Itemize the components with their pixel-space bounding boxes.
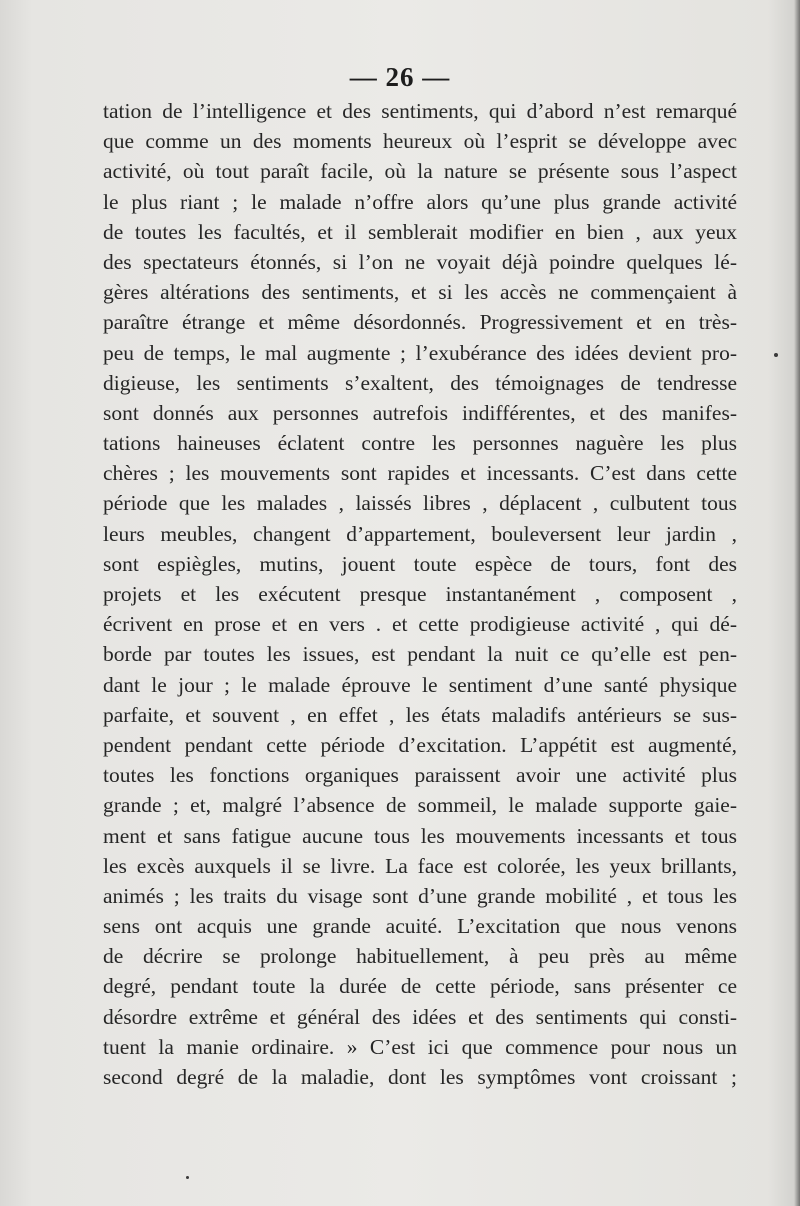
text-line: le plus riant ; le malade n’offre alors qu’une plus grande activité [103, 189, 737, 214]
text-line: animés ; les traits du visage sont d’une grande mobilité , et tous les [103, 883, 737, 908]
text-line: grande ; et, malgré l’absence de sommeil, le malade supporte gaie- [103, 793, 737, 818]
text-line: second degré de la maladie, dont les symptômes vont croissant ; [103, 1065, 737, 1089]
text-line: parfaite, et souvent , en effet , les états maladifs antérieurs se sus- [103, 702, 737, 727]
text-line: désordre extrême et général des idées et des sentiments qui consti- [103, 1004, 737, 1029]
text-line: toutes les fonctions organiques paraissent avoir une activité plus [103, 763, 737, 788]
text-line: digieuse, les sentiments s’exaltent, des témoignages de tendresse [103, 370, 737, 395]
text-line: période que les malades , laissés libres , déplacent , culbutent tous [103, 491, 737, 516]
text-line: de décrire se prolonge habituellement, à peu près au même [103, 944, 737, 969]
text-line: activité, où tout paraît facile, où la nature se présente sous l’aspect [103, 159, 737, 184]
text-line: tation de l’intelligence et des sentiments, qui d’abord n’est remarqué [103, 99, 737, 123]
text-line: dant le jour ; le malade éprouve le sentiment d’une santé physique [103, 672, 737, 697]
text-line: degré, pendant toute la durée de cette période, sans présenter ce [103, 974, 737, 999]
text-line: les excès auxquels il se livre. La face est colorée, les yeux brillants, [103, 853, 737, 878]
text-line: gères altérations des sentiments, et si les accès ne commençaient à [103, 280, 737, 305]
text-line: projets et les exécutent presque instantanément , composent , [103, 582, 737, 606]
text-line: des spectateurs étonnés, si l’on ne voyait déjà poindre quelques lé- [103, 249, 737, 274]
text-line: sont espiègles, mutins, jouent toute espèce de tours, font des [103, 551, 737, 576]
paper-speck [774, 353, 778, 357]
text-line: chères ; les mouvements sont rapides et incessants. C’est dans cette [103, 461, 737, 486]
text-line: de toutes les facultés, et il semblerait modifier en bien , aux yeux [103, 219, 737, 244]
text-line: que comme un des moments heureux où l’esprit se développe avec [103, 129, 737, 154]
text-line: tuent la manie ordinaire. » C’est ici que commence pour nous un [103, 1034, 737, 1059]
text-line: ment et sans fatigue aucune tous les mouvements incessants et tous [103, 823, 737, 848]
page-edge-shadow [794, 0, 800, 1206]
text-line: paraître étrange et même désordonnés. Progressivement et en très- [103, 310, 737, 335]
text-line: écrivent en prose et en vers . et cette prodigieuse activité , qui dé- [103, 612, 737, 637]
text-line: sens ont acquis une grande acuité. L’excitation que nous venons [103, 914, 737, 939]
paper-speck [186, 1176, 189, 1179]
body-text [103, 96, 737, 1092]
text-line: leurs meubles, changent d’appartement, bouleversent leur jardin , [103, 521, 737, 546]
text-line: borde par toutes les issues, est pendant la nuit ce qu’elle est pen- [103, 642, 737, 667]
text-line: sont donnés aux personnes autrefois indifférentes, et des manifes- [103, 400, 737, 425]
text-line: tations haineuses éclatent contre les personnes naguère les plus [103, 431, 737, 456]
page-number: — 26 — [349, 62, 451, 92]
text-line: peu de temps, le mal augmente ; l’exubérance des idées devient pro- [103, 340, 737, 365]
text-line: pendent pendant cette période d’excitation. L’appétit est augmenté, [103, 732, 737, 757]
